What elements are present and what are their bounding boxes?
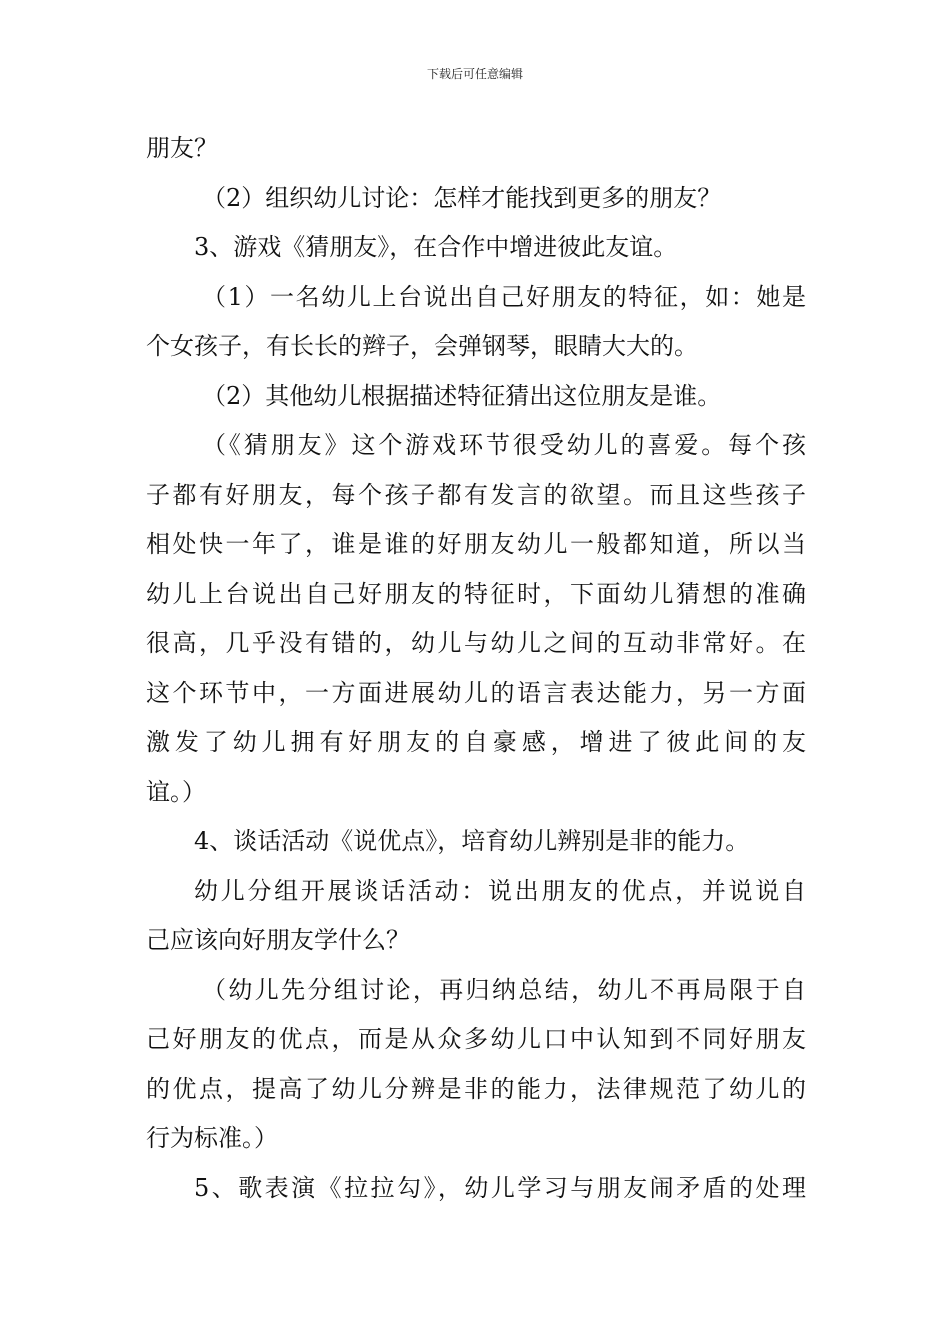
text-line: 3、游戏《猜朋友》，在合作中增进彼此友谊。	[194, 233, 678, 261]
text-line: 行为标准。）	[146, 1124, 278, 1152]
text-line: （1）一名幼儿上台说出自己好朋友的特征，如：她是	[202, 282, 806, 311]
text-line: 幼儿上台说出自己好朋友的特征时，下面幼儿猜想的准确	[146, 579, 806, 608]
text-line: 这个环节中，一方面进展幼儿的语言表达能力，另一方面	[146, 678, 806, 707]
text-line: 谊。）	[146, 777, 206, 806]
text-line: 个女孩子，有长长的辫子，会弹钢琴，眼睛大大的。	[146, 332, 698, 360]
text-line: （幼儿先分组讨论，再归纳总结，幼儿不再局限于自	[202, 975, 806, 1004]
text-line: 己应该向好朋友学什么？	[146, 926, 410, 954]
document-body	[146, 124, 806, 1213]
text-line: （2）其他幼儿根据描述特征猜出这位朋友是谁。	[202, 381, 722, 410]
text-line: 的优点，提高了幼儿分辨是非的能力，法律规范了幼儿的	[146, 1074, 806, 1103]
text-line: （2）组织幼儿讨论：怎样才能找到更多的朋友？	[202, 183, 722, 212]
text-line: 己好朋友的优点，而是从众多幼儿口中认知到不同好朋友	[146, 1025, 806, 1053]
text-line: 激发了幼儿拥有好朋友的自豪感，增进了彼此间的友	[146, 728, 806, 756]
text-line: 朋友？	[146, 134, 218, 162]
text-line: （《猜朋友》这个游戏环节很受幼儿的喜爱。每个孩	[202, 431, 806, 459]
text-line: 幼儿分组开展谈话活动：说出朋友的优点，并说说自	[194, 876, 806, 905]
text-line: 5、歌表演《拉拉勾》，幼儿学习与朋友闹矛盾的处理	[194, 1173, 806, 1202]
page-header: 下载后可任意编辑	[426, 67, 523, 81]
text-line: 4、谈话活动《说优点》，培育幼儿辨别是非的能力。	[194, 827, 750, 855]
text-line: 相处快一年了，谁是谁的好朋友幼儿一般都知道，所以当	[146, 530, 806, 558]
text-line: 子都有好朋友，每个孩子都有发言的欲望。而且这些孩子	[146, 480, 806, 509]
text-line: 很高，几乎没有错的，幼儿与幼儿之间的互动非常好。在	[146, 629, 806, 657]
